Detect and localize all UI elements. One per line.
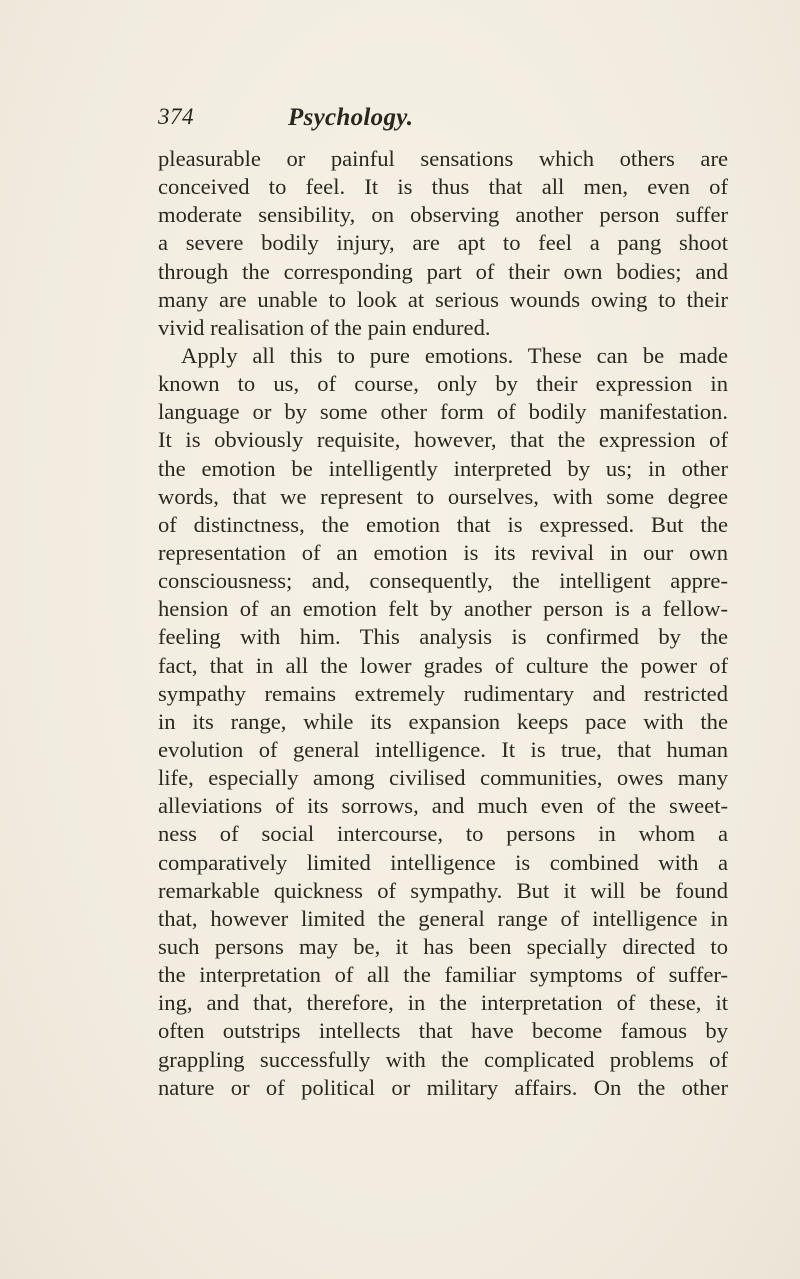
text-line: fact, that in all the lower grades of culture the power of <box>158 652 728 678</box>
page-header <box>158 104 718 138</box>
text-line: comparatively limited intelligence is combined with a <box>158 849 728 875</box>
text-line: often outstrips intellects that have become famous by <box>158 1018 728 1044</box>
text-line: nature or of political or military affairs. On the other <box>158 1074 728 1100</box>
text-line: ing, and that, therefore, in the interpretation of these, it <box>158 990 728 1016</box>
text-line: moderate sensibility, on observing another person suffer <box>158 202 728 228</box>
text-line: that, however limited the general range of intelligence in <box>158 905 728 931</box>
text-line: in its range, while its expansion keeps pace with the <box>158 708 728 734</box>
text-line: life, especially among civilised communities, owes many <box>158 765 728 791</box>
text-line: pleasurable or painful sensations which others are <box>158 146 728 171</box>
text-line: feeling with him. This analysis is confirmed by the <box>158 624 728 650</box>
text-line: alleviations of its sorrows, and much even of the sweet- <box>158 793 728 819</box>
text-line: language or by some other form of bodily manifestation. <box>158 399 728 425</box>
text-line: the emotion be intelligently interpreted by us; in other <box>158 455 728 481</box>
text-line: known to us, of course, only by their expression in <box>158 371 728 397</box>
text-line: consciousness; and, consequently, the intelligent appre- <box>158 568 728 594</box>
text-line: the interpretation of all the familiar symptoms of suffer- <box>158 962 728 988</box>
text-line: remarkable quickness of sympathy. But it will be found <box>158 877 728 903</box>
text-line: conceived to feel. It is thus that all men, even of <box>158 174 728 200</box>
text-line: evolution of general intelligence. It is true, that human <box>158 736 728 762</box>
page-number: 374 <box>158 104 194 129</box>
text-line: many are unable to look at serious wounds owing to their <box>158 286 728 312</box>
text-line: vivid realisation of the pain endured. <box>158 314 491 340</box>
text-line: hension of an emotion felt by another person is a fellow- <box>158 596 728 622</box>
text-line: Apply all this to pure emotions. These can be made <box>181 342 728 368</box>
text-line: such persons may be, it has been specially directed to <box>158 933 728 959</box>
text-line: of distinctness, the emotion that is expressed. But the <box>158 511 728 537</box>
body-text <box>158 145 728 1102</box>
text-line: ness of social intercourse, to persons in whom a <box>158 821 728 847</box>
text-line: sympathy remains extremely rudimentary and restricted <box>158 680 728 706</box>
text-line: through the corresponding part of their own bodies; and <box>158 258 728 284</box>
text-line: words, that we represent to ourselves, with some degree <box>158 483 728 509</box>
text-line: grappling successfully with the complicated problems of <box>158 1046 728 1072</box>
running-title: Psychology. <box>288 104 414 131</box>
text-line: a severe bodily injury, are apt to feel a pang shoot <box>158 230 728 256</box>
text-line: It is obviously requisite, however, that the expression of <box>158 427 728 453</box>
text-line: representation of an emotion is its revival in our own <box>158 539 728 565</box>
